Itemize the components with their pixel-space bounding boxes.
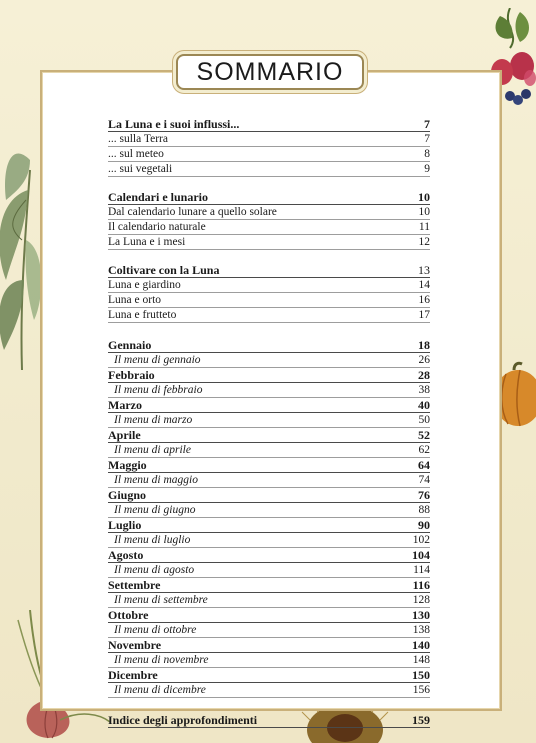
toc-heading-row[interactable] xyxy=(108,117,430,132)
month-row[interactable] xyxy=(108,338,430,353)
toc-item-label: Il calendario naturale xyxy=(108,221,206,233)
menu-label: Il menu di novembre xyxy=(114,654,209,666)
menu-row[interactable] xyxy=(108,683,430,698)
menu-row[interactable] xyxy=(108,503,430,518)
toc-section xyxy=(108,263,430,323)
menu-label: Il menu di gennaio xyxy=(114,354,201,366)
toc-page-number: 104 xyxy=(412,548,430,562)
toc-section xyxy=(108,117,430,177)
toc-item-row[interactable] xyxy=(108,220,430,235)
section-gap xyxy=(108,250,430,263)
month-row[interactable] xyxy=(108,428,430,443)
toc-heading-row[interactable] xyxy=(108,263,430,278)
toc-page-number: 102 xyxy=(412,534,430,546)
toc-page-number: 8 xyxy=(424,148,430,160)
toc-page-number: 12 xyxy=(418,236,430,248)
toc-page-number: 50 xyxy=(418,414,430,426)
toc-page-number: 64 xyxy=(418,458,430,472)
month-label: Luglio xyxy=(108,518,142,532)
months-list xyxy=(108,338,430,698)
menu-label: Il menu di aprile xyxy=(114,444,191,456)
month-row[interactable] xyxy=(108,638,430,653)
toc-item-row[interactable] xyxy=(108,293,430,308)
toc-page-number: 9 xyxy=(424,163,430,175)
toc-page-number: 52 xyxy=(418,428,430,442)
month-label: Giugno xyxy=(108,488,147,502)
month-label: Gennaio xyxy=(108,338,152,352)
toc-heading-row[interactable] xyxy=(108,190,430,205)
toc-item-label: ... sulla Terra xyxy=(108,133,168,145)
menu-label: Il menu di settembre xyxy=(114,594,208,606)
menu-label: Il menu di agosto xyxy=(114,564,195,576)
title-box xyxy=(176,54,364,90)
toc-page-number: 14 xyxy=(418,279,430,291)
toc-page-number: 10 xyxy=(418,206,430,218)
toc-page-number: 28 xyxy=(418,368,430,382)
toc-item-row[interactable] xyxy=(108,235,430,250)
toc-page-number: 138 xyxy=(412,624,430,636)
toc-page-number: 88 xyxy=(418,504,430,516)
toc-page-number: 11 xyxy=(418,221,430,233)
toc-page-number: 130 xyxy=(412,608,430,622)
toc-page-number: 7 xyxy=(424,133,430,145)
toc-page-number: 40 xyxy=(418,398,430,412)
index-row[interactable] xyxy=(108,713,430,728)
toc-item-label: Luna e giardino xyxy=(108,279,181,291)
toc-page-number: 116 xyxy=(412,578,430,592)
toc-page-number: 16 xyxy=(418,294,430,306)
menu-row[interactable] xyxy=(108,353,430,368)
month-label: Agosto xyxy=(108,548,144,562)
menu-label: Il menu di maggio xyxy=(114,474,199,486)
month-row[interactable] xyxy=(108,548,430,563)
menu-row[interactable] xyxy=(108,533,430,548)
toc-page-number: 74 xyxy=(418,474,430,486)
toc-page-number: 90 xyxy=(418,518,430,532)
table-of-contents xyxy=(108,117,430,728)
menu-label: Il menu di marzo xyxy=(114,414,193,426)
menu-row[interactable] xyxy=(108,413,430,428)
month-label: Dicembre xyxy=(108,668,158,682)
menu-row[interactable] xyxy=(108,593,430,608)
toc-page-number: 18 xyxy=(418,338,430,352)
toc-page-number: 128 xyxy=(412,594,430,606)
month-row[interactable] xyxy=(108,608,430,623)
toc-item-row[interactable] xyxy=(108,205,430,220)
month-label: Settembre xyxy=(108,578,161,592)
toc-page-number: 114 xyxy=(413,564,430,576)
menu-row[interactable] xyxy=(108,653,430,668)
month-row[interactable] xyxy=(108,578,430,593)
index-label: Indice degli approfondimenti xyxy=(108,713,258,727)
toc-page-number: 62 xyxy=(418,444,430,456)
month-label: Maggio xyxy=(108,458,147,472)
toc-item-row[interactable] xyxy=(108,162,430,177)
menu-label: Il menu di dicembre xyxy=(114,684,206,696)
toc-page-number: 148 xyxy=(412,654,430,666)
month-label: Febbraio xyxy=(108,368,155,382)
toc-item-label: Dal calendario lunare a quello solare xyxy=(108,206,277,218)
section-gap xyxy=(108,177,430,190)
toc-page-number: 38 xyxy=(418,384,430,396)
toc-item-row[interactable] xyxy=(108,147,430,162)
menu-row[interactable] xyxy=(108,623,430,638)
toc-item-row[interactable] xyxy=(108,132,430,147)
month-label: Novembre xyxy=(108,638,162,652)
toc-page-number: 26 xyxy=(418,354,430,366)
toc-section xyxy=(108,190,430,250)
month-label: Aprile xyxy=(108,428,141,442)
toc-item-label: Luna e frutteto xyxy=(108,309,177,321)
toc-page-number: 140 xyxy=(412,638,430,652)
menu-label: Il menu di ottobre xyxy=(114,624,197,636)
toc-heading-label: Calendari e lunario xyxy=(108,190,209,204)
month-label: Ottobre xyxy=(108,608,149,622)
menu-label: Il menu di luglio xyxy=(114,534,191,546)
month-row[interactable] xyxy=(108,368,430,383)
toc-page-number: 17 xyxy=(418,309,430,321)
menu-row[interactable] xyxy=(108,443,430,458)
toc-page-number: 13 xyxy=(418,263,430,277)
toc-page-number: 150 xyxy=(412,668,430,682)
menu-row[interactable] xyxy=(108,383,430,398)
toc-item-label: Luna e orto xyxy=(108,294,162,306)
toc-item-row[interactable] xyxy=(108,278,430,293)
menu-label: Il menu di giugno xyxy=(114,504,196,516)
menu-row[interactable] xyxy=(108,563,430,578)
menu-row[interactable] xyxy=(108,473,430,488)
month-row[interactable] xyxy=(108,668,430,683)
menu-label: Il menu di febbraio xyxy=(114,384,203,396)
toc-page-number: 76 xyxy=(418,488,430,502)
toc-page-number: 7 xyxy=(424,117,430,131)
month-label: Marzo xyxy=(108,398,142,412)
toc-item-label: ... sul meteo xyxy=(108,148,164,160)
month-row[interactable] xyxy=(108,458,430,473)
toc-item-label: ... sui vegetali xyxy=(108,163,173,175)
section-gap xyxy=(108,698,430,713)
month-row[interactable] xyxy=(108,398,430,413)
toc-item-row[interactable] xyxy=(108,308,430,323)
toc-page-number: 10 xyxy=(418,190,430,204)
toc-page-number: 156 xyxy=(412,684,430,696)
month-row[interactable] xyxy=(108,488,430,503)
toc-item-label: La Luna e i mesi xyxy=(108,236,186,248)
page-title: SOMMARIO xyxy=(196,57,344,86)
month-row[interactable] xyxy=(108,518,430,533)
toc-heading-label: Coltivare con la Luna xyxy=(108,263,220,277)
toc-page-number: 159 xyxy=(412,713,430,727)
toc-heading-label: La Luna e i suoi influssi... xyxy=(108,117,240,131)
section-gap xyxy=(108,323,430,338)
